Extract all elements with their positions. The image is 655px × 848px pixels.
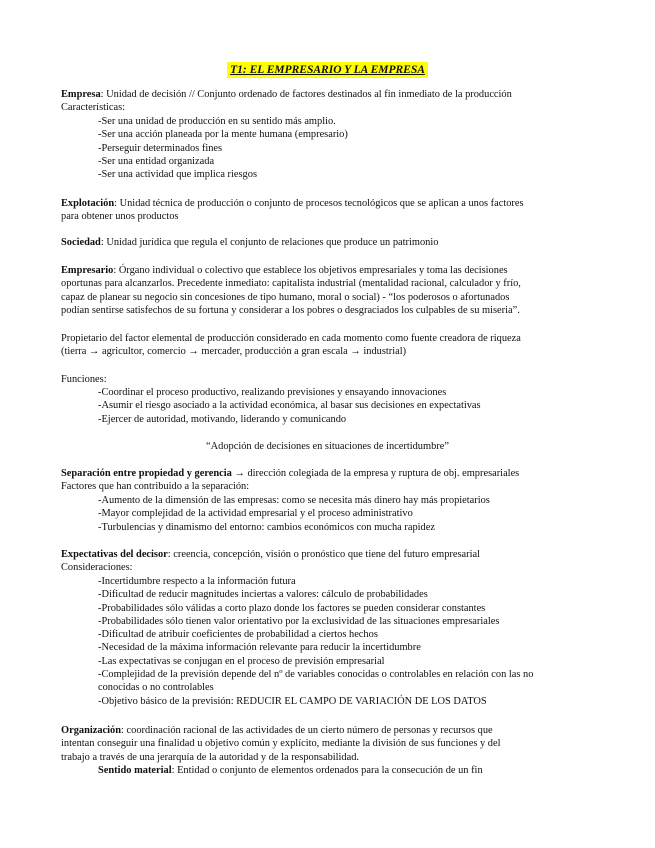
list-item: -Coordinar el proceso productivo, realizando previsiones y ensayando innovaciones: [98, 387, 447, 398]
organizacion-line: : coordinación racional de las actividades de un cierto número de personas y recursos que: [121, 725, 493, 736]
empresa-section: [61, 88, 601, 115]
list-item: conocidas o no controlables: [98, 682, 214, 694]
sentido-material-term: Sentido material: [98, 765, 172, 776]
sociedad-section: [61, 236, 601, 249]
funciones-label: Funciones:: [61, 374, 107, 385]
list-item: -Ser una actividad que implica riesgos: [98, 169, 257, 181]
empresario-line: : Órgano individual o colectivo que establece los objetivos empresariales y toma las decisiones: [113, 265, 508, 276]
list-item: -Probabilidades sólo tienen valor orientativo por la exclusividad de las situaciones empresariales: [98, 615, 500, 627]
funciones-section: [61, 373, 601, 386]
expectativas-definition: : creencia, concepción, visión o pronóstico que tiene del futuro empresarial: [167, 549, 480, 560]
empresa-characteristics-list: [98, 115, 603, 181]
explotacion-section: [61, 197, 601, 224]
separacion-list: [98, 494, 603, 534]
list-item: -Asumir el riesgo asociado a la actividad económica, al basar sus decisiones en expectativas: [98, 400, 481, 412]
sociedad-term: Sociedad: [61, 237, 101, 248]
list-item: -Perseguir determinados fines: [98, 142, 223, 154]
sentido-material-definition: : Entidad o conjunto de elementos ordenados para la consecución de un fin: [171, 765, 483, 776]
organizacion-line: trabajo a través de una jerarquía de la autoridad y de la responsabilidad.: [61, 751, 360, 763]
list-item: -Ser una unidad de producción en su sentido más amplio.: [98, 116, 336, 127]
propietario-line: Propietario del factor elemental de producción considerado en cada momento como fuente creadora de riqueza: [61, 333, 521, 344]
sociedad-definition: : Unidad jurídica que regula el conjunto de relaciones que produce un patrimonio: [100, 237, 439, 248]
separacion-factors-label: Factores que han contribuido a la separación:: [61, 481, 250, 493]
empresario-line: oportunas para alcanzarlos. Precedente inmediato: capitalista industrial (mentalidad racional, calculador y frío,: [61, 278, 521, 290]
empresario-term: Empresario: [61, 265, 114, 276]
separacion-term: Separación entre propiedad y gerencia →: [61, 468, 245, 479]
propietario-section: [61, 332, 601, 359]
organizacion-term: Organización: [61, 725, 122, 736]
list-item: -Ser una acción planeada por la mente humana (empresario): [98, 129, 348, 141]
organizacion-section: [61, 724, 601, 764]
expectativas-list: [98, 575, 603, 708]
explotacion-line: : Unidad técnica de producción o conjunto de procesos tecnológicos que se aplican a unos factores: [114, 198, 524, 209]
propietario-line: (tierra → agricultor, comercio → mercader, producción a gran escala → industrial): [61, 346, 407, 358]
list-item: -Las expectativas se conjugan en el proceso de previsión empresarial: [98, 655, 385, 667]
sentido-material: [98, 764, 603, 777]
list-item: -Dificultad de reducir magnitudes inciertas a valores: cálculo de probabilidades: [98, 589, 428, 601]
empresa-term: Empresa: [61, 89, 101, 100]
explotacion-line: para obtener unos productos: [61, 211, 179, 223]
funciones-quote: “Adopción de decisiones en situaciones de incertidumbre”: [206, 441, 449, 452]
list-item: -Complejidad de la previsión depende del nº de variables conocidas o controlables en relación con las no: [98, 669, 534, 681]
list-item: -Dificultad de atribuir coeficientes de probabilidad a ciertos hechos: [98, 629, 378, 641]
page-title: T1: EL EMPRESARIO Y LA EMPRESA: [227, 62, 428, 78]
funciones-list: [98, 386, 603, 426]
separacion-section: [61, 467, 601, 494]
caracteristicas-label: Características:: [61, 102, 126, 114]
consideraciones-label: Consideraciones:: [61, 562, 133, 574]
empresario-line: podían sentirse satisfechos de su fortuna y considerar a los pobres o desgraciados los culpables de su miseria”.: [61, 304, 520, 316]
expectativas-section: [61, 548, 601, 575]
separacion-definition: dirección colegiada de la empresa y ruptura de obj. empresariales: [244, 468, 520, 479]
list-item: -Turbulencias y dinamismo del entorno: cambios económicos con mucha rapidez: [98, 521, 435, 533]
list-item: -Ser una entidad organizada: [98, 155, 215, 167]
list-item: -Objetivo básico de la previsión: REDUCIR EL CAMPO DE VARIACIÓN DE LOS DATOS: [98, 695, 487, 707]
list-item: -Ejercer de autoridad, motivando, liderando y comunicando: [98, 413, 347, 425]
empresario-line: capaz de planear su negocio sin concesiones de tipo humano, moral o social) - “los poderosos o afortunados: [61, 291, 510, 303]
list-item: -Mayor complejidad de la actividad empresarial y el proceso administrativo: [98, 508, 413, 520]
organizacion-line: intentan conseguir una finalidad u objetivo común y explícito, mediante la división de sus funciones y del: [61, 738, 501, 750]
list-item: -Aumento de la dimensión de las empresas: como se necesita más dinero hay más propietarios: [98, 495, 490, 506]
list-item: -Probabilidades sólo válidas a corto plazo donde los factores se pueden considerar constantes: [98, 602, 486, 614]
empresa-definition: : Unidad de decisión // Conjunto ordenado de factores destinados al fin inmediato de la producción: [100, 89, 512, 100]
title-wrap: [0, 60, 655, 78]
list-item: -Incertidumbre respecto a la información futura: [98, 576, 296, 587]
list-item: -Necesidad de la máxima información relevante para reducir la incertidumbre: [98, 642, 421, 654]
explotacion-term: Explotación: [61, 198, 115, 209]
empresario-section: [61, 264, 601, 317]
expectativas-term: Expectativas del decisor: [61, 549, 168, 560]
